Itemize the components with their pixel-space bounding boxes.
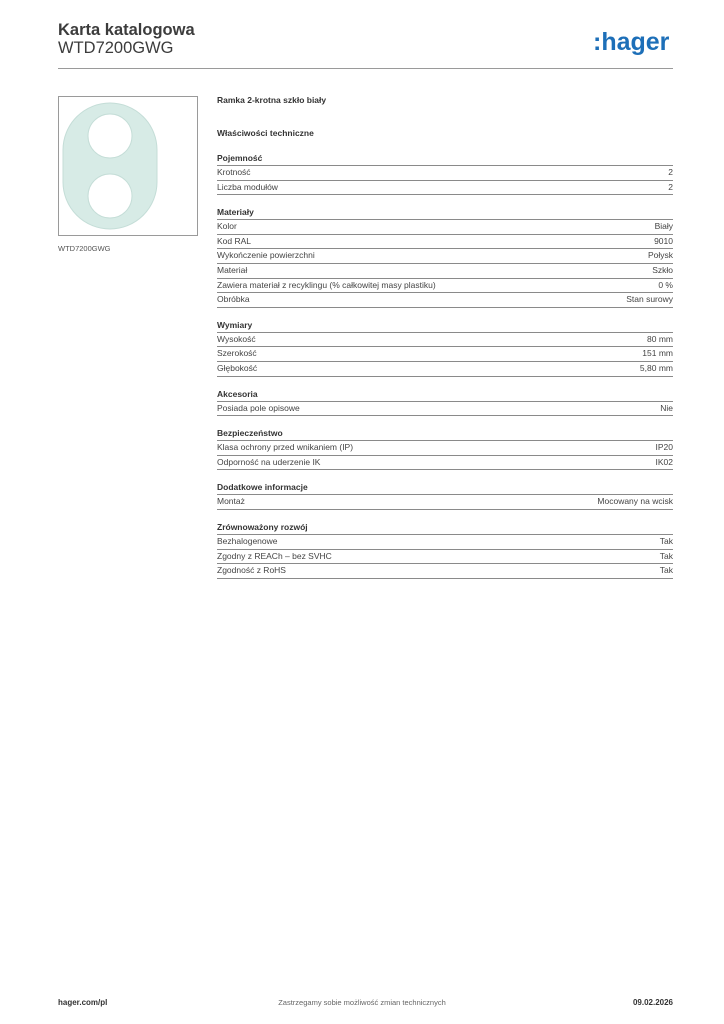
spec-value: Nie	[660, 402, 673, 413]
spec-group-title: Akcesoria	[217, 389, 673, 402]
spec-label: Wysokość	[217, 333, 256, 344]
spec-row	[217, 535, 673, 550]
spec-row	[217, 550, 673, 565]
spec-row	[217, 333, 673, 348]
spec-label: Odporność na uderzenie IK	[217, 456, 321, 467]
spec-value: Szkło	[652, 264, 673, 275]
svg-text::hager: :hager	[593, 28, 670, 56]
spec-group	[217, 428, 673, 470]
spec-row	[217, 441, 673, 456]
hager-logo	[593, 27, 673, 57]
spec-value: 2	[668, 167, 673, 177]
page-title: Karta katalogowa	[58, 21, 195, 39]
spec-label: Zgodny z REACh – bez SVHC	[217, 550, 332, 561]
spec-label: Szerokość	[217, 348, 257, 359]
spec-group-title: Bezpieczeństwo	[217, 428, 673, 441]
spec-row	[217, 181, 673, 196]
frame-image	[59, 97, 197, 235]
spec-groups	[217, 153, 673, 579]
spec-group	[217, 522, 673, 579]
spec-label: Zgodność z RoHS	[217, 565, 286, 576]
spec-row	[217, 347, 673, 362]
spec-value: 80 mm	[647, 333, 673, 344]
spec-value: 9010	[654, 235, 673, 246]
spec-row	[217, 220, 673, 235]
spec-row	[217, 235, 673, 250]
spec-group	[217, 320, 673, 377]
footer-website[interactable]: hager.com/pl	[58, 998, 108, 1007]
spec-group-title: Dodatkowe informacje	[217, 482, 673, 495]
spec-group-title: Materiały	[217, 207, 673, 220]
spec-label: Zawiera materiał z recyklingu (% całkowitej masy plastiku)	[217, 279, 436, 290]
spec-group	[217, 482, 673, 510]
spec-group	[217, 389, 673, 417]
spec-label: Bezhalogenowe	[217, 535, 278, 546]
spec-value: Połysk	[647, 250, 673, 261]
spec-row	[217, 402, 673, 417]
spec-label: Liczba modułów	[217, 181, 278, 192]
spec-row	[217, 264, 673, 279]
spec-value: Tak	[659, 550, 673, 561]
spec-label: Kolor	[217, 221, 237, 232]
spec-row	[217, 456, 673, 471]
spec-value: Mocowany na wcisk	[597, 496, 673, 507]
spec-group-title: Pojemność	[217, 153, 673, 166]
product-code: WTD7200GWG	[58, 39, 174, 57]
spec-value: Tak	[659, 565, 673, 576]
spec-value: Biały	[654, 221, 673, 232]
spec-label: Klasa ochrony przed wnikaniem (IP)	[217, 442, 354, 453]
spec-value: IK02	[655, 456, 673, 467]
spec-row	[217, 249, 673, 264]
spec-label: Kod RAL	[217, 235, 252, 246]
spec-label: Posiada pole opisowe	[217, 402, 300, 413]
product-image	[58, 96, 198, 236]
product-name: Ramka 2-krotna szkło biały	[217, 95, 327, 105]
spec-label: Krotność	[217, 167, 251, 177]
header-divider	[58, 68, 673, 69]
spec-label: Montaż	[217, 496, 245, 507]
spec-row	[217, 166, 673, 181]
spec-value: IP20	[655, 442, 673, 453]
spec-group	[217, 153, 673, 195]
spec-row	[217, 293, 673, 308]
spec-row	[217, 495, 673, 510]
image-caption: WTD7200GWG	[58, 244, 111, 253]
spec-value: 151 mm	[642, 348, 673, 359]
specifications	[217, 95, 673, 579]
footer-date: 09.02.2026	[632, 998, 673, 1007]
spec-label: Głębokość	[217, 362, 258, 373]
footer-note: Zastrzegamy sobie możliwość zmian technicznych	[278, 998, 446, 1007]
section-title: Właściwości techniczne	[217, 128, 314, 138]
spec-value: 0 %	[658, 279, 673, 290]
spec-row	[217, 564, 673, 579]
spec-value: 2	[668, 181, 673, 192]
spec-value: Stan surowy	[626, 294, 673, 305]
spec-label: Materiał	[217, 264, 248, 275]
spec-label: Wykończenie powierzchni	[217, 250, 315, 261]
spec-group	[217, 207, 673, 308]
spec-value: Tak	[659, 535, 673, 546]
spec-group-title: Wymiary	[217, 320, 673, 333]
spec-row	[217, 362, 673, 377]
spec-label: Obróbka	[217, 294, 250, 305]
spec-value: 5,80 mm	[639, 362, 673, 373]
spec-row	[217, 279, 673, 294]
spec-group-title: Zrównoważony rozwój	[217, 522, 673, 535]
